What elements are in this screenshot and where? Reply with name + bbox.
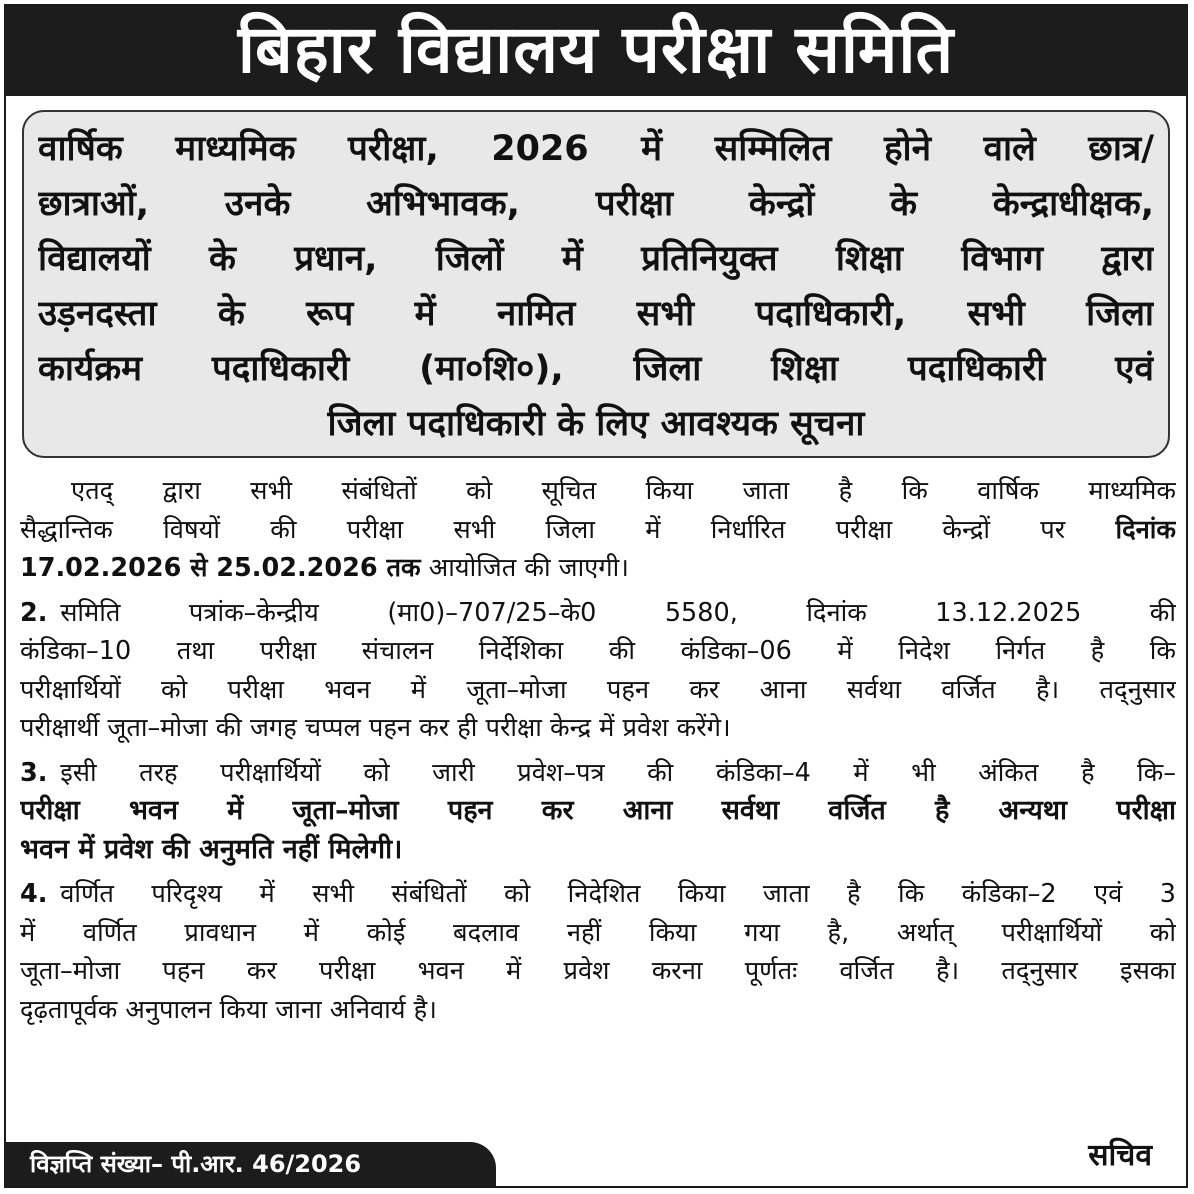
para1-line [20, 472, 1176, 511]
subject-line: कार्यक्रम पदाधिकारी (मा०शि०), जिला शिक्षा पदाधिकारी एवं [38, 349, 1154, 389]
notice-document [4, 4, 1188, 1188]
para-number: 2. [20, 597, 48, 628]
para1-text: आयोजित की जाएगी। [428, 553, 629, 583]
para4-line: जूता–मोजा पहन कर परीक्षा भवन में प्रवेश करना पूर्णतः वर्जित है। तद्नुसार इसका [20, 956, 1176, 986]
signatory: सचिव [1088, 1138, 1152, 1173]
para4-line: में वर्णित प्रावधान में कोई बदलाव नहीं किया गया है, अर्थात् परीक्षार्थियों को [20, 917, 1176, 948]
para3-bold-line: भवन में प्रवेश की अनुमति नहीं मिलेगी। [20, 833, 403, 865]
subject-line: जिला पदाधिकारी के लिए आवश्यक सूचना [327, 404, 865, 444]
subject-line: छात्राओं, उनके अभिभावक, परीक्षा केन्द्रों के केन्द्राधीक्षक, [38, 184, 1154, 224]
para2-line: कंडिका–10 तथा परीक्षा संचालन निर्देशिका की कंडिका–06 में निदेश निर्गत है कि [20, 636, 1176, 666]
notice-body [20, 472, 1176, 1029]
page-title: बिहार विद्यालय परीक्षा समिति [6, 6, 1186, 96]
para1-date-label: दिनांक [1115, 514, 1176, 545]
para4-line [20, 875, 1176, 914]
exam-date-range: 17.02.2026 से 25.02.2026 तक [20, 553, 421, 583]
para3-line [20, 754, 1176, 793]
subject-line: उड़नदस्ता के रूप में नामित सभी पदाधिकारी, सभी जिला [38, 294, 1154, 334]
para1-line [20, 511, 1176, 550]
para4-line: दृढ़तापूर्वक अनुपालन किया जाना अनिवार्य है। [20, 994, 437, 1025]
para2-line: परीक्षार्थी जूता–मोजा की जगह चप्पल पहन कर ही परीक्षा केन्द्र में प्रवेश करेंगे। [20, 713, 731, 743]
para-number: 3. [20, 757, 48, 788]
para2-text: समिति पत्रांक–केन्द्रीय (मा0)–707/25–के0 5580, दिनांक 13.12.2025 की [60, 597, 1176, 628]
para1-text: एतद् द्वारा सभी संबंधितों को सूचित किया जाता है कि वार्षिक माध्यमिक [71, 476, 1176, 506]
para2-line: परीक्षार्थियों को परीक्षा भवन में जूता–मोजा पहन कर आना सर्वथा वर्जित है। तद्नुसार [20, 674, 1176, 705]
subject-line: वार्षिक माध्यमिक परीक्षा, 2026 में सम्मिलित होने वाले छात्र/ [38, 129, 1154, 169]
para3-text: इसी तरह परीक्षार्थियों को जारी प्रवेश–पत्र की कंडिका–4 में भी अंकित है कि– [60, 757, 1176, 788]
subject-line: विद्यालयों के प्रधान, जिलों में प्रतिनियुक्त शिक्षा विभाग द्वारा [38, 239, 1154, 279]
para2-line [20, 594, 1176, 633]
para-number: 4. [20, 879, 48, 909]
para1-text: सैद्धान्तिक विषयों की परीक्षा सभी जिला में निर्धारित परीक्षा केन्द्रों पर [20, 514, 1066, 545]
para4-text: वर्णित परिदृश्य में सभी संबंधितों को निदेशित किया जाता है कि कंडिका–2 एवं 3 [60, 879, 1176, 909]
notice-footer [6, 1134, 1186, 1186]
notice-subject-box [22, 110, 1170, 458]
para1-line [20, 549, 1176, 588]
para3-bold-line: परीक्षा भवन में जूता–मोजा पहन कर आना सर्वथा वर्जित है अन्यथा परीक्षा [20, 795, 1176, 826]
notice-number: विज्ञप्ति संख्या– पी.आर. 46/2026 [6, 1142, 496, 1186]
